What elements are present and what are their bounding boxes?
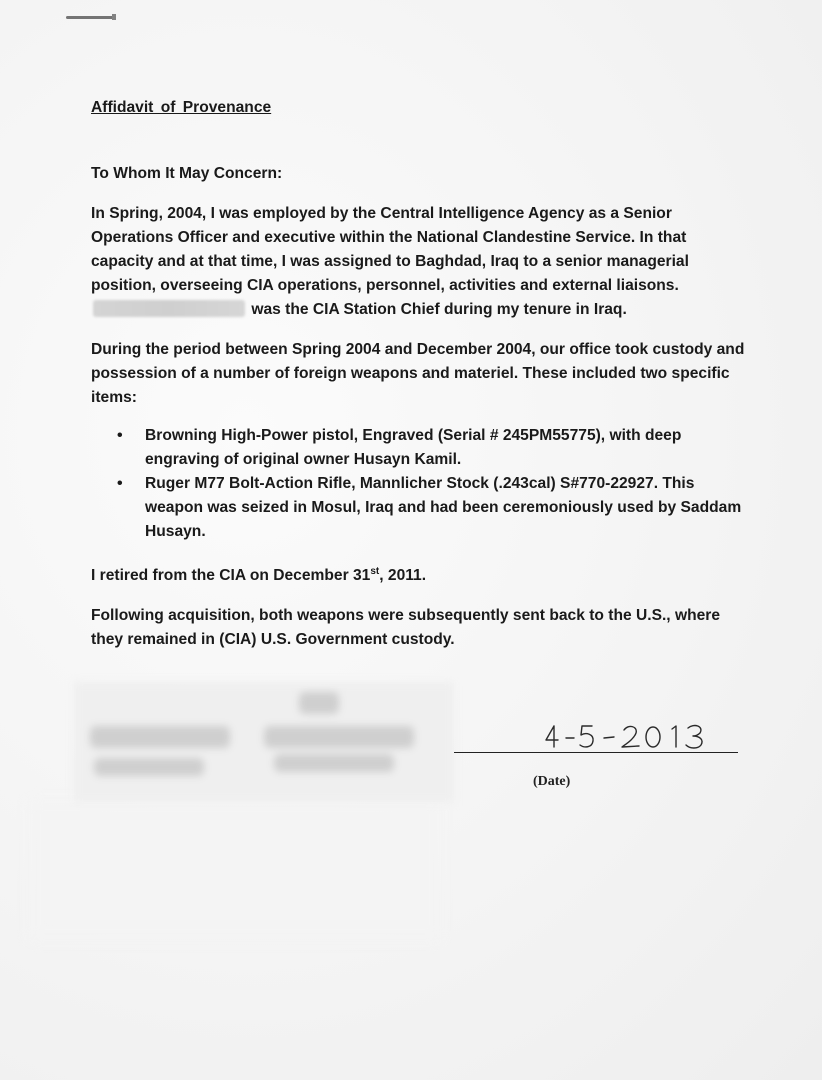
- paragraph-employment-text: In Spring, 2004, I was employed by the Central Intelligence Agency as a Senior Operations Officer and executive within the National Clandestine Service. In that capacity and at that time, I was assigned to Baghdad, Iraq to a senior managerial position, overseeing CIA operations, personnel, activities and external liaisons.: [91, 205, 689, 294]
- weapons-list: [91, 424, 751, 544]
- handwritten-date: [540, 720, 720, 752]
- ordinal-suffix: st: [370, 566, 380, 577]
- paragraph-retirement: [91, 560, 751, 588]
- paragraph-employment: [91, 202, 751, 322]
- handwritten-date-value: [0, 0, 1, 1]
- date-label: (Date): [533, 774, 571, 789]
- affidavit-body: [91, 96, 751, 652]
- paragraph-employment-continued: was the CIA Station Chief during my tenure in Iraq.: [251, 301, 627, 318]
- bullet-glyph: •: [117, 475, 123, 492]
- item-pistol: Browning High-Power pistol, Engraved (Serial # 245PM55775), with deep engraving of original owner Husayn Kamil.: [145, 427, 682, 468]
- paragraph-custody: During the period between Spring 2004 and December 2004, our office took custody and possession of a number of foreign weapons and materiel. These included two specific items:: [91, 341, 745, 406]
- item-rifle: Ruger M77 Bolt-Action Rifle, Mannlicher Stock (.243cal) S#770-22927. This weapon was seized in Mosul, Iraq and had been ceremoniously used by Saddam Husayn.: [145, 475, 742, 540]
- salutation: To Whom It May Concern:: [91, 165, 283, 182]
- redaction-shadow: [30, 800, 440, 940]
- list-item: [91, 424, 751, 472]
- scan-artifact: [66, 16, 116, 19]
- bullet-glyph: •: [117, 427, 123, 444]
- paragraph-acquisition: Following acquisition, both weapons were subsequently sent back to the U.S., where they remained in (CIA) U.S. Government custody.: [91, 607, 721, 649]
- document-title: Affidavit of Provenance: [91, 99, 272, 116]
- list-item: [91, 472, 751, 544]
- retirement-year: , 2011.: [379, 567, 427, 585]
- redacted-name: [93, 300, 245, 317]
- redacted-signature-block: [74, 682, 454, 802]
- date-signature-line: [454, 752, 738, 753]
- retirement-text: I retired from the CIA on December 31: [91, 567, 371, 585]
